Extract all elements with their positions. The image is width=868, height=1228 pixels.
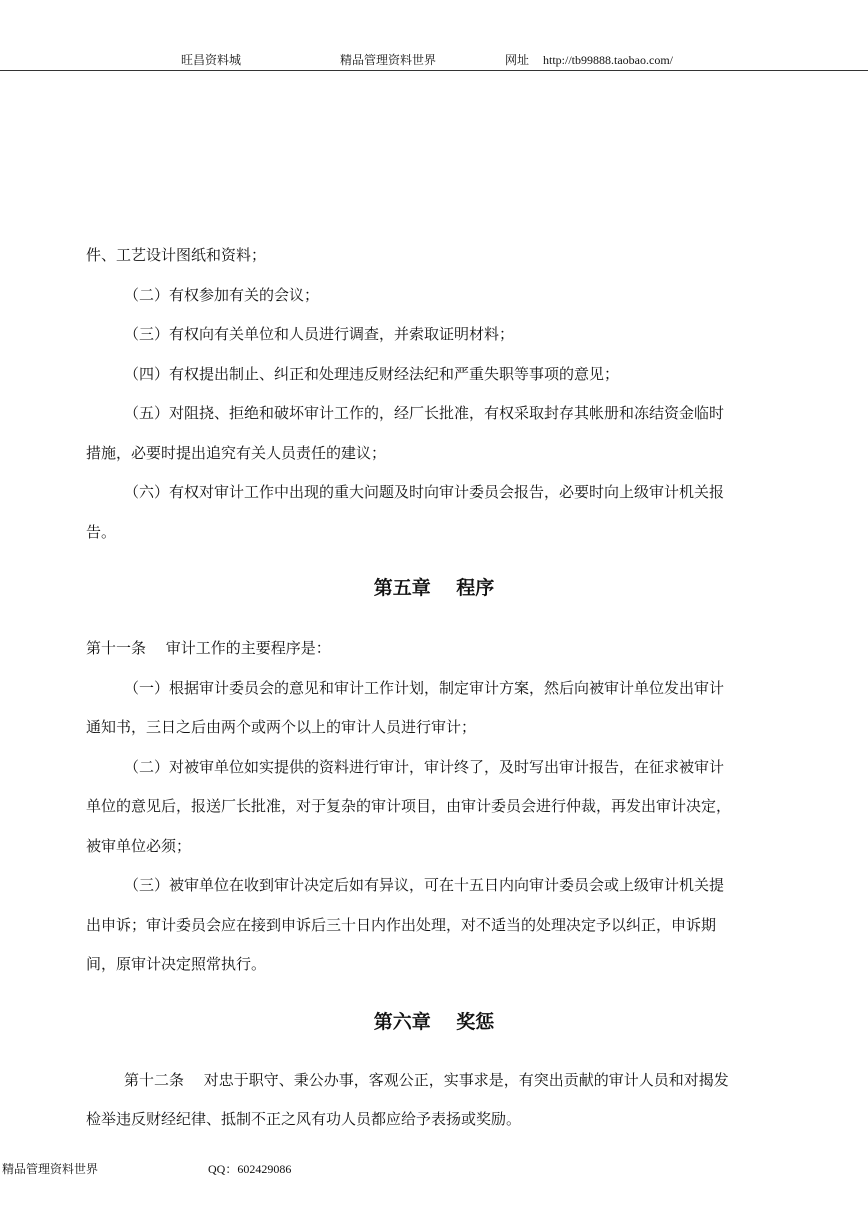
paragraph-line: 件、工艺设计图纸和资料； <box>86 246 267 264</box>
header-url-link[interactable]: http://tb99888.taobao.com/ <box>543 53 673 67</box>
header-site-name: 旺昌资料城 <box>181 53 242 67</box>
chapter-heading: 第五章 程序 <box>373 577 495 599</box>
article-line: 第十一条 审计工作的主要程序是： <box>86 639 331 657</box>
paragraph-line: 单位的意见后，报送厂长批准，对于复杂的审计项目，由审计委员会进行仲裁，再发出审计决定， <box>86 797 732 815</box>
header-divider <box>0 70 868 71</box>
paragraph-line: （二）对被审单位如实提供的资料进行审计，审计终了，及时写出审计报告，在征求被审计 <box>124 758 725 776</box>
paragraph-line: （三）被审单位在收到审计决定后如有异议，可在十五日内向审计委员会或上级审计机关提 <box>124 876 725 894</box>
paragraph-line: （三）有权向有关单位和人员进行调查，并索取证明材料； <box>124 325 515 343</box>
paragraph-line: （二）有权参加有关的会议； <box>124 286 320 304</box>
header-brand: 精品管理资料世界 <box>340 53 437 67</box>
header-url-label: 网址 <box>505 53 530 67</box>
page-header <box>0 0 868 72</box>
chapter-heading: 第六章 奖惩 <box>373 1011 495 1033</box>
paragraph-line: 通知书，三日之后由两个或两个以上的审计人员进行审计； <box>86 718 477 736</box>
footer-qq: QQ：602429086 <box>208 1162 292 1176</box>
paragraph-line: （五）对阻挠、拒绝和破坏审计工作的，经厂长批准，有权采取封存其帐册和冻结资金临时 <box>124 404 725 422</box>
paragraph-line: 出申诉；审计委员会应在接到申诉后三十日内作出处理，对不适当的处理决定予以纠正，申诉期 <box>86 916 717 934</box>
paragraph-line: 措施，必要时提出追究有关人员责任的建议； <box>86 444 387 462</box>
paragraph-line: （一）根据审计委员会的意见和审计工作计划，制定审计方案，然后向被审计单位发出审计 <box>124 679 725 697</box>
paragraph-line: 间，原审计决定照常执行。 <box>86 955 267 973</box>
paragraph-line: （四）有权提出制止、纠正和处理违反财经法纪和严重失职等事项的意见； <box>124 365 620 383</box>
paragraph-line: （六）有权对审计工作中出现的重大问题及时向审计委员会报告，必要时向上级审计机关报 <box>124 483 725 501</box>
paragraph-line: 告。 <box>86 523 117 541</box>
paragraph-line: 检举违反财经纪律、抵制不正之风有功人员都应给予表扬或奖励。 <box>86 1110 522 1128</box>
paragraph-line: 被审单位必须； <box>86 837 192 855</box>
paragraph-line: 第十二条 对忠于职守、秉公办事，客观公正，实事求是，有突出贡献的审计人员和对揭发 <box>124 1071 729 1089</box>
footer-brand: 精品管理资料世界 <box>2 1162 99 1176</box>
